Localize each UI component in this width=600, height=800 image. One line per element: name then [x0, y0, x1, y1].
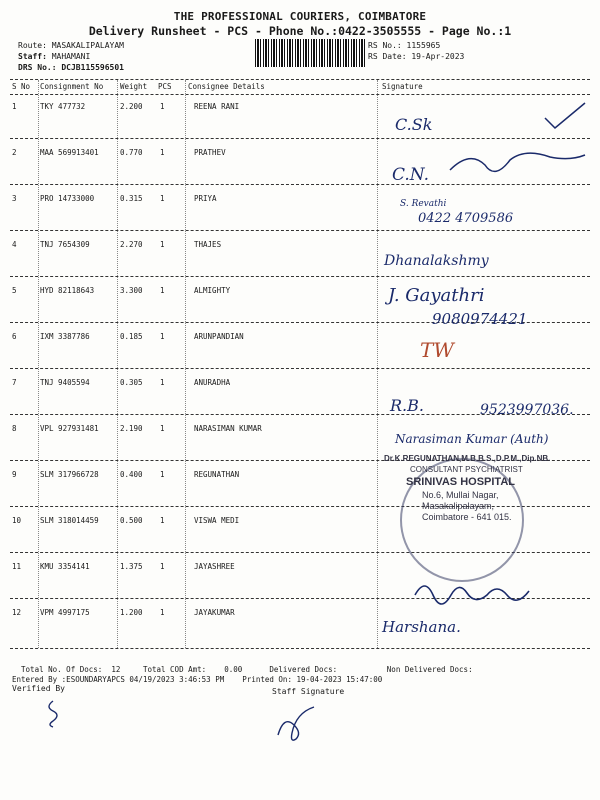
row-weight: 0.500 [120, 516, 143, 525]
col-consignment: Consignment No [40, 82, 104, 91]
row-sno: 9 [12, 470, 17, 479]
row-consignee: THAJES [194, 240, 222, 249]
stamp-address-3: Coimbatore - 641 015. [422, 512, 512, 522]
row-consignee: PRIYA [194, 194, 217, 203]
table-end-rule [10, 648, 590, 649]
signature-row-8: Narasiman Kumar (Auth) [395, 432, 549, 446]
row-pcs: 1 [160, 240, 165, 249]
row-pcs: 1 [160, 148, 165, 157]
rs-date-value: 19-Apr-2023 [411, 52, 465, 61]
row-sno: 4 [12, 240, 17, 249]
row-consignment-no: TKY 477732 [40, 102, 86, 111]
row-consignment-no: HYD 82118643 [40, 286, 95, 295]
row-separator [10, 138, 590, 139]
signature-row-3-name: S. Revathi [400, 199, 447, 209]
signature-row-5-name: J. Gayathri [388, 285, 485, 306]
row-pcs: 1 [160, 194, 165, 203]
row-consignment-no: PRO 14733000 [40, 194, 95, 203]
row-pcs: 1 [160, 378, 165, 387]
row-consignee: NARASIMAN KUMAR [194, 424, 262, 433]
row-weight: 0.185 [120, 332, 143, 341]
verifier-signature [38, 698, 68, 728]
printed-on: Printed On: 19-04-2023 15:47:00 [242, 675, 383, 684]
row-sno: 12 [12, 608, 22, 617]
row-weight: 0.305 [120, 378, 143, 387]
row-consignee: JAYASHREE [194, 562, 235, 571]
row-consignee: REGUNATHAN [194, 470, 240, 479]
stamp-hospital: SRINIVAS HOSPITAL [406, 476, 515, 488]
check-mark-icon [540, 100, 595, 140]
row-pcs: 1 [160, 332, 165, 341]
total-docs: Total No. Of Docs: 12 [21, 665, 121, 674]
row-separator [10, 276, 590, 277]
row-consignment-no: TNJ 9405594 [40, 378, 90, 387]
row-sno: 3 [12, 194, 17, 203]
table-header [0, 82, 600, 94]
col-weight: Weight [120, 82, 148, 91]
signature-row-7-phone: 9523997036. [480, 402, 574, 418]
row-weight: 1.375 [120, 562, 143, 571]
signature-row-3-phone: 0422 4709586 [418, 211, 514, 226]
signature-row-5-phone: 9080974421 [432, 310, 528, 328]
row-consignment-no: TNJ 7654309 [40, 240, 90, 249]
rs-date [368, 51, 464, 62]
rs-no-label: RS No.: [368, 41, 402, 50]
row-weight: 1.200 [120, 608, 143, 617]
staff-value: MAHAMANI [51, 52, 91, 61]
row-consignee: ANURADHA [194, 378, 231, 387]
rs-number [368, 40, 440, 51]
entered-by: Entered By :ESOUNDARYAPCS 04/19/2023 3:46:53 PM [12, 675, 225, 684]
row-consignment-no: MAA 569913401 [40, 148, 99, 157]
row-consignment-no: SLM 318014459 [40, 516, 99, 525]
route-info [18, 40, 124, 51]
row-consignee: ALMIGHTY [194, 286, 231, 295]
signature-row-2: C.N. [392, 165, 429, 185]
col-signature: Signature [382, 82, 423, 91]
row-weight: 2.270 [120, 240, 143, 249]
col-pcs: PCS [158, 82, 172, 91]
signature-row-6: TW [420, 338, 454, 362]
row-sno: 7 [12, 378, 17, 387]
signature-row-12: Harshana. [382, 618, 461, 636]
row-sno: 10 [12, 516, 22, 525]
row-weight: 0.770 [120, 148, 143, 157]
row-pcs: 1 [160, 424, 165, 433]
signature-row-1: C.Sk [395, 115, 433, 134]
verified-by: Verified By [12, 684, 65, 693]
row-sno: 2 [12, 148, 17, 157]
row-consignment-no: VPL 927931481 [40, 424, 99, 433]
stamp-address-2: Masakalipalayam, [422, 501, 495, 511]
row-sno: 6 [12, 332, 17, 341]
table-row [0, 604, 600, 648]
row-consignee: VISWA MEDI [194, 516, 240, 525]
row-pcs: 1 [160, 102, 165, 111]
row-consignee: PRATHEV [194, 148, 226, 157]
runsheet-subtitle: Delivery Runsheet - PCS - Phone No.:0422-3505555 - Page No.:1 [88, 24, 512, 38]
rs-date-label: RS Date: [368, 52, 407, 61]
table-row [0, 328, 600, 372]
row-consignment-no: KMU 3354141 [40, 562, 90, 571]
table-row [0, 236, 600, 280]
table-row [0, 98, 600, 142]
signature-row-7: R.B. [390, 396, 424, 415]
row-separator [10, 230, 590, 231]
row-weight: 2.200 [120, 102, 143, 111]
row-weight: 2.190 [120, 424, 143, 433]
row-pcs: 1 [160, 286, 165, 295]
row-sno: 8 [12, 424, 17, 433]
footer-totals [12, 655, 473, 685]
route-value: MASAKALIPALAYAM [51, 41, 124, 50]
rs-no-value: 1155965 [406, 41, 441, 50]
header-top-rule [10, 79, 590, 80]
row-sno: 5 [12, 286, 17, 295]
col-consignee: Consignee Details [188, 82, 265, 91]
col-sno: S No [12, 82, 31, 91]
row-sno: 11 [12, 562, 22, 571]
row-pcs: 1 [160, 608, 165, 617]
row-separator [10, 368, 590, 369]
staff-info [18, 51, 90, 62]
row-pcs: 1 [160, 562, 165, 571]
company-title: THE PROFESSIONAL COURIERS, COIMBATORE [173, 10, 427, 23]
row-consignment-no: SLM 317966728 [40, 470, 99, 479]
drs-label: DRS No.: [18, 63, 57, 72]
row-consignee: ARUNPANDIAN [194, 332, 244, 341]
row-consignee: REENA RANI [194, 102, 240, 111]
drs-value: DCJB115596501 [61, 63, 124, 72]
non-delivered-docs: Non Delivered Docs: [386, 665, 473, 674]
row-weight: 0.315 [120, 194, 143, 203]
staff-label: Staff: [18, 52, 47, 61]
stamp-designation: CONSULTANT PSYCHIATRIST [410, 465, 523, 474]
drs-info [18, 62, 124, 73]
route-label: Route: [18, 41, 47, 50]
barcode [255, 39, 365, 67]
row-consignment-no: VPM 4997175 [40, 608, 90, 617]
row-weight: 0.400 [120, 470, 143, 479]
row-consignment-no: IXM 3387786 [40, 332, 90, 341]
stamp-doctor: Dr.K.REGUNATHAN,M.B.B.S.,D.P.M.,Dip.NB. [384, 454, 551, 463]
signature-row-4: Dhanalakshmy [384, 253, 489, 269]
row-pcs: 1 [160, 470, 165, 479]
staff-signature-mark [270, 700, 330, 745]
stamp-address-1: No.6, Mullai Nagar, [422, 490, 499, 500]
row-sno: 1 [12, 102, 17, 111]
delivered-docs: Delivered Docs: [269, 665, 338, 674]
staff-signature-label: Staff Signature [272, 687, 345, 696]
row-pcs: 1 [160, 516, 165, 525]
total-cod: Total COD Amt: 0.00 [142, 665, 243, 674]
header-bottom-rule [10, 94, 590, 95]
row-consignee: JAYAKUMAR [194, 608, 235, 617]
row-weight: 3.300 [120, 286, 143, 295]
scribble-signature [440, 150, 590, 190]
hospital-stamp [380, 448, 550, 598]
